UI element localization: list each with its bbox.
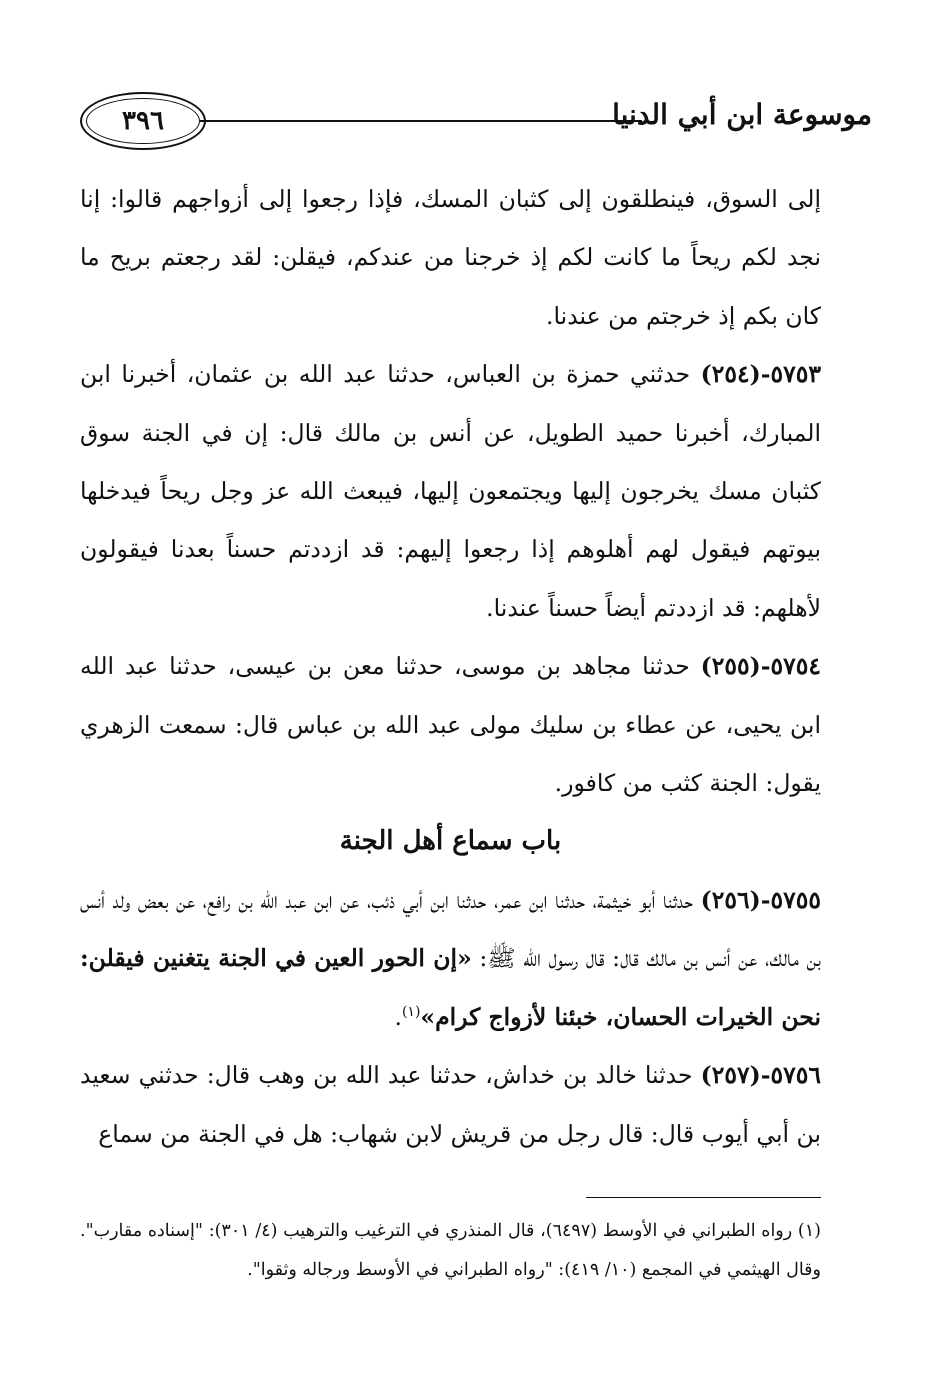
hadith-5755 <box>80 871 821 1046</box>
hadith-number: ٥٧٥٣-(٢٥٤) <box>700 360 821 389</box>
hadith-number: ٥٧٥٤-(٢٥٥) <box>700 652 821 681</box>
page-header <box>80 92 872 154</box>
header-rule <box>200 120 642 122</box>
hadith-number: ٥٧٥٥-(٢٥٦) <box>700 885 821 914</box>
page-number: ٣٩٦ <box>80 92 206 150</box>
paragraph-continued: إلى السوق، فينطلقون إلى كثبان المسك، فإذا رجعوا إلى أزواجهم قالوا: إنا نجد لكم ريحاً ما كانت لكم إذ خرجنا من عندكم، فيقلن: لقد رجعتم بريح ما كان بكم إذ خرجتم من عندنا. <box>80 185 821 330</box>
hadith-number: ٥٧٥٦-(٢٥٧) <box>700 1061 821 1090</box>
hadith-text: حدثنا مجاهد بن موسى، حدثنا معن بن عيسى، حدثنا عبد الله ابن يحيى، عن عطاء بن سليك مولى عبد الله بن عباس قال: سمعت الزهري يقول: الجنة كثب من كافور. <box>80 652 821 798</box>
prophetic-quote: «إن الحور العين في الجنة يتغنين فيقلن: نحن الخيرات الحسان، خبئنا لأزواج كرام» <box>80 944 821 1031</box>
sentence-end: . <box>394 1002 402 1031</box>
hadith-text: حدثنا خالد بن خداش، حدثنا عبد الله بن وهب قال: حدثني سعيد بن أبي أيوب قال: قال رجل من قريش لابن شهاب: هل في الجنة من سماع <box>80 1061 821 1148</box>
hadith-5753 <box>80 345 821 637</box>
footnote-1: (١) رواه الطبراني في الأوسط (٦٤٩٧)، قال المنذري في الترغيب والترهيب (٤/ ٣٠١): "إسناده مقارب". وقال الهيثمي في المجمع (١٠/ ٤١٩): "رواه الطبراني في الأوسط ورجاله وثقوا". <box>80 1221 821 1280</box>
page-body <box>80 170 821 1163</box>
section-heading: باب سماع أهل الجنة <box>339 826 562 857</box>
hadith-text: حدثني حمزة بن العباس، حدثنا عبد الله بن عثمان، أخبرنا ابن المبارك، أخبرنا حميد الطويل، عن أنس بن مالك قال: إن في الجنة سوق كثبان مسك يخرجون إليها ويجتمعون إليها، فيبعث الله عز وجل ريحاً فيدخلها بيوتهم فيقول لهم أهلوهم إذا رجعوا إليهم: قد ازددتم حسناً بعدنا فيقولون لأهلهم: قد ازددتم أيضاً حسناً عندنا. <box>80 360 821 622</box>
hadith-text: حدثنا أبو خيثمة، حدثنا ابن عمر، حدثنا ابن أبي ذئب، عن ابن عبد الله بن رافع، عن بعض ولد أنس بن مالك، عن أنس بن مالك قال: قال رسول الله ﷺ: <box>80 885 821 973</box>
footnote-divider <box>586 1197 821 1198</box>
footnotes <box>80 1212 821 1290</box>
hadith-5754 <box>80 637 821 812</box>
footnote-marker[interactable]: (١) <box>401 1003 421 1020</box>
running-title: موسوعة ابن أبي الدنيا <box>612 98 872 131</box>
hadith-5756 <box>80 1046 821 1163</box>
